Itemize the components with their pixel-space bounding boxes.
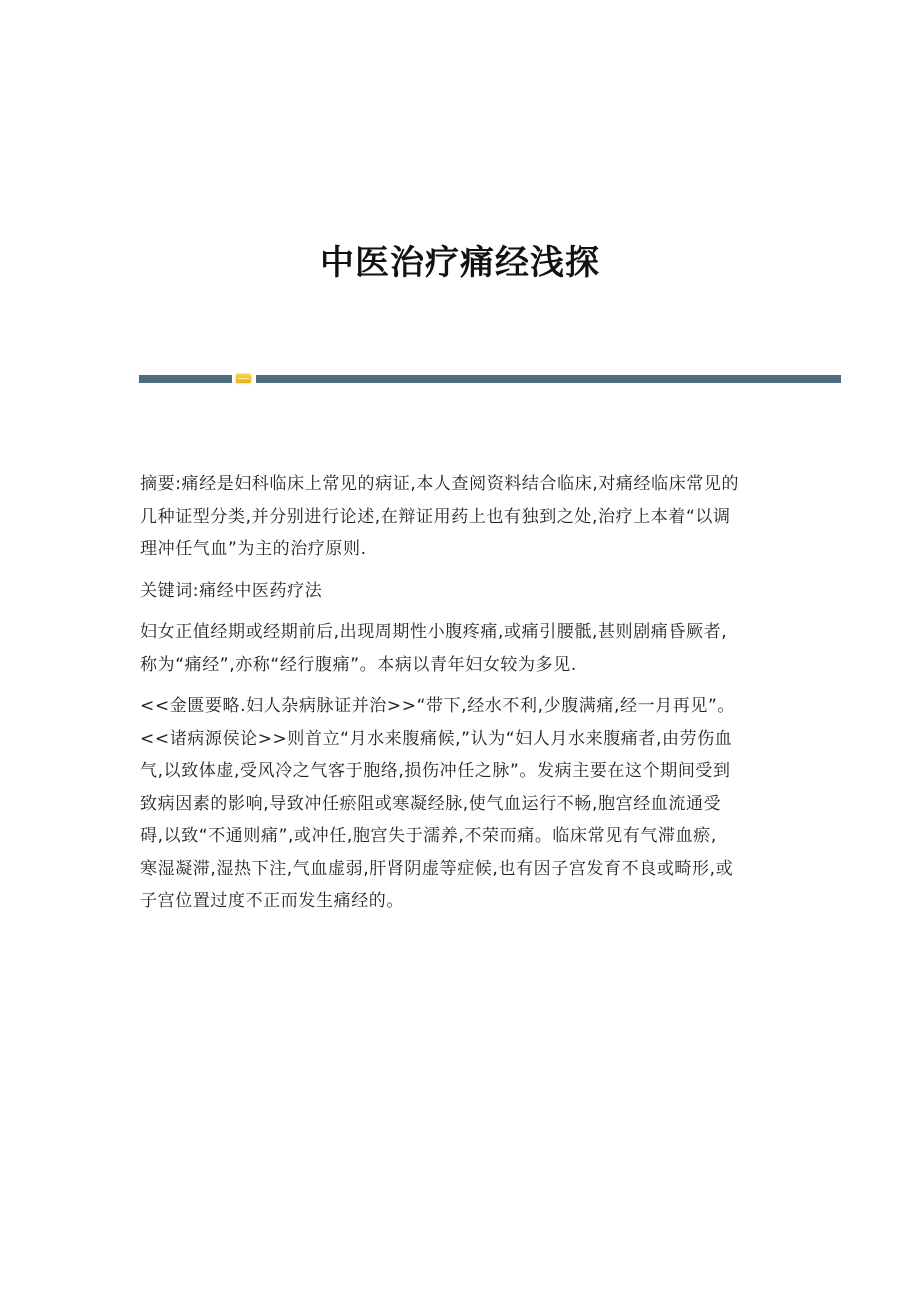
document-title: 中医治疗痛经浅探 (320, 242, 600, 283)
text-line: 寒湿凝滞,湿热下注,气血虚弱,肝肾阴虚等症候,也有因子宫发育不良或畸形,或 (140, 858, 734, 879)
definition-paragraph (140, 616, 790, 681)
text-line: 碍,以致“不通则痛”,或冲任,胞宫失于濡养,不荣而痛。临床常见有气滞血瘀, (140, 826, 717, 846)
text-line: 妇女正值经期或经期前后,出现周期性小腹疼痛,或痛引腰骶,甚则剧痛昏厥者, (140, 622, 728, 642)
divider-ornament-icon (236, 374, 251, 383)
text-line: 气,以致体虚,受风冷之气客于胞络,损伤冲任之脉”。发病主要在这个期间受到 (140, 761, 731, 781)
text-line: 称为“痛经”,亦称“经行腹痛”。本病以青年妇女较为多见. (140, 654, 577, 675)
text-line: <<金匮要略.妇人杂病脉证并治>>“带下,经水不利,少腹满痛,经一月再见”。 (140, 696, 736, 716)
text-line: 理冲任气血”为主的治疗原则. (140, 539, 367, 559)
history-paragraph (140, 690, 790, 918)
text-line: 子宫位置过度不正而发生痛经的。 (140, 891, 404, 911)
keywords-paragraph (140, 575, 790, 608)
text-line: 关键词:痛经中医药疗法 (140, 580, 323, 601)
divider-bar-right (256, 375, 841, 383)
text-line: <<诸病源侯论>>则首立“月水来腹痛候,”认为“妇人月水来腹痛者,由劳伤血 (140, 728, 733, 749)
title-divider (139, 375, 841, 384)
text-line: 几种证型分类,并分别进行论述,在辩证用药上也有独到之处,治疗上本着“以调 (140, 506, 731, 527)
abstract-paragraph (140, 468, 790, 566)
divider-bar-left (139, 375, 232, 383)
text-line: 致病因素的影响,导致冲任瘀阻或寒凝经脉,使气血运行不畅,胞宫经血流通受 (140, 793, 722, 814)
document-body (140, 468, 790, 918)
text-line: 摘要:痛经是妇科临床上常见的病证,本人查阅资料结合临床,对痛经临床常见的 (140, 474, 740, 494)
